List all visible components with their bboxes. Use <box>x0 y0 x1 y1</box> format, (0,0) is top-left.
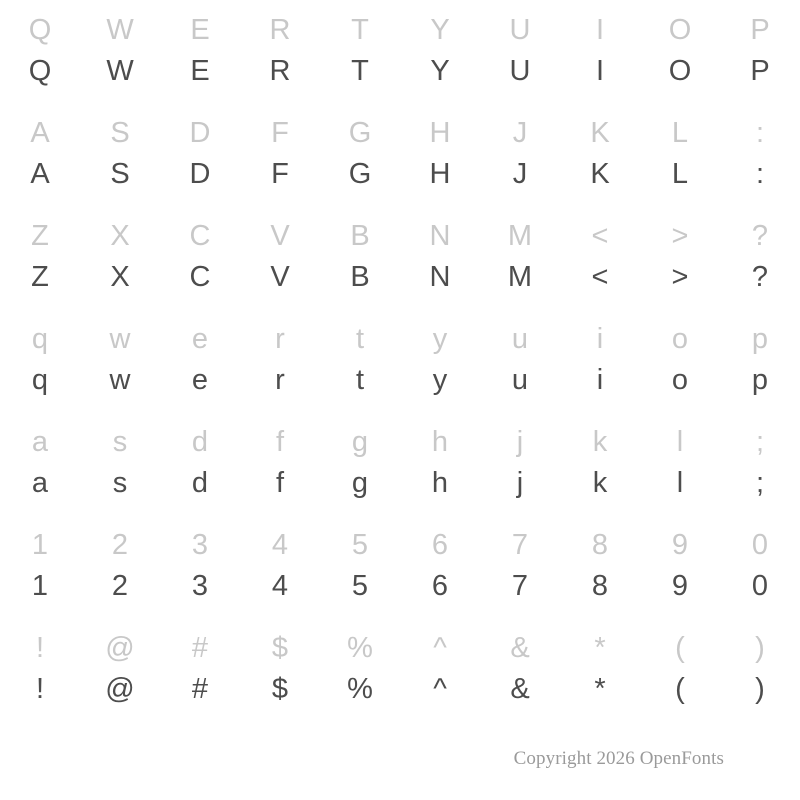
glyph-cell: ? <box>751 220 769 253</box>
glyph-cell: o <box>671 323 689 355</box>
glyph-cell: D <box>189 158 211 191</box>
glyph-cell: w <box>109 323 131 355</box>
glyph-cell: h <box>431 425 449 458</box>
glyph-cell: A <box>30 158 50 191</box>
glyph-cell: T <box>351 14 369 47</box>
glyph-cell: O <box>668 14 692 47</box>
glyph-cell: i <box>596 364 604 396</box>
glyph-cell: 0 <box>751 569 769 602</box>
glyph-cell: L <box>671 117 689 150</box>
glyph-cell: G <box>348 117 372 150</box>
glyph-cell: 6 <box>431 569 449 602</box>
glyph-cell: $ <box>271 672 289 705</box>
glyph-cell: M <box>507 261 533 294</box>
glyph-cell: B <box>350 220 370 253</box>
glyph-cell: 2 <box>111 528 129 561</box>
glyph-cell: 1 <box>31 569 49 602</box>
glyph-cell: W <box>106 55 134 88</box>
glyph-cell: y <box>432 364 448 396</box>
glyph-cell: ) <box>755 631 765 664</box>
glyph-cell: k <box>592 466 608 499</box>
glyph-cell: A <box>30 117 50 150</box>
glyph-cell: R <box>269 55 291 88</box>
glyph-cell: < <box>591 220 609 253</box>
sample-row-light <box>0 16 800 56</box>
glyph-cell: L <box>671 158 689 191</box>
character-row-pair <box>0 0 800 103</box>
glyph-cell: > <box>671 261 689 294</box>
glyph-cell: t <box>355 323 365 355</box>
glyph-cell: H <box>429 117 451 150</box>
glyph-cell: r <box>275 364 285 396</box>
glyph-cell: E <box>190 14 210 47</box>
glyph-cell: e <box>191 364 209 396</box>
sample-row-light <box>0 425 800 468</box>
glyph-cell: ^ <box>433 672 447 705</box>
character-row-pair <box>0 411 800 514</box>
copyright-notice: Copyright 2026 OpenFonts <box>513 748 724 769</box>
glyph-cell: ( <box>675 672 685 705</box>
glyph-cell: K <box>590 158 610 191</box>
glyph-cell: ; <box>755 425 765 458</box>
glyph-cell: ( <box>675 631 685 664</box>
glyph-cell: H <box>429 158 451 191</box>
glyph-cell: : <box>755 117 765 150</box>
glyph-cell: w <box>109 364 131 396</box>
sample-row-light <box>0 325 800 365</box>
glyph-cell: Y <box>430 14 450 47</box>
glyph-cell: p <box>751 364 769 396</box>
glyph-cell: 6 <box>431 528 449 561</box>
glyph-cell: y <box>432 323 448 355</box>
sample-row-dark <box>0 365 800 395</box>
glyph-cell: N <box>429 220 451 253</box>
glyph-cell: # <box>191 672 209 705</box>
glyph-cell: 9 <box>671 569 689 602</box>
glyph-cell: 8 <box>591 528 609 561</box>
glyph-cell: g <box>351 466 369 499</box>
glyph-cell: j <box>516 466 524 499</box>
glyph-cell: 3 <box>191 528 209 561</box>
glyph-cell: d <box>191 425 209 458</box>
glyph-cell: 4 <box>271 569 289 602</box>
glyph-cell: # <box>191 631 209 664</box>
glyph-cell: i <box>596 323 604 355</box>
glyph-cell: a <box>31 425 49 458</box>
glyph-cell: I <box>595 55 605 88</box>
glyph-cell: l <box>676 466 684 499</box>
glyph-cell: * <box>594 631 606 664</box>
glyph-cell: Y <box>430 55 450 88</box>
glyph-cell: g <box>351 425 369 458</box>
glyph-cell: h <box>431 466 449 499</box>
glyph-cell: % <box>347 631 373 664</box>
glyph-cell: s <box>112 425 128 458</box>
glyph-cell: B <box>350 261 370 294</box>
glyph-cell: U <box>509 14 531 47</box>
glyph-cell: 7 <box>511 569 529 602</box>
glyph-cell: ) <box>755 672 765 705</box>
sample-row-light <box>0 222 800 262</box>
glyph-cell: ? <box>751 261 769 294</box>
glyph-cell: s <box>112 466 128 499</box>
glyph-cell: % <box>347 672 373 705</box>
glyph-cell: ! <box>35 631 45 664</box>
sample-row-dark <box>0 159 800 189</box>
glyph-cell: f <box>275 466 285 499</box>
sample-row-dark <box>0 674 800 704</box>
glyph-cell: & <box>510 672 530 705</box>
glyph-cell: X <box>110 261 130 294</box>
glyph-cell: S <box>110 117 130 150</box>
glyph-cell: f <box>275 425 285 458</box>
glyph-cell: Z <box>31 261 49 294</box>
glyph-cell: 3 <box>191 569 209 602</box>
glyph-cell: o <box>671 364 689 396</box>
character-row-pair <box>0 617 800 720</box>
glyph-cell: U <box>509 55 531 88</box>
character-row-pair <box>0 206 800 309</box>
glyph-cell: 1 <box>31 528 49 561</box>
glyph-cell: W <box>106 14 134 47</box>
glyph-cell: I <box>595 14 605 47</box>
glyph-cell: D <box>189 117 211 150</box>
character-row-pair <box>0 514 800 617</box>
glyph-cell: C <box>189 220 211 253</box>
glyph-cell: F <box>271 117 289 150</box>
glyph-cell: u <box>511 364 529 396</box>
glyph-cell: 4 <box>271 528 289 561</box>
glyph-cell: l <box>676 425 684 458</box>
glyph-cell: R <box>269 14 291 47</box>
character-row-pair <box>0 309 800 412</box>
glyph-cell: k <box>592 425 608 458</box>
sample-row-light <box>0 528 800 571</box>
glyph-cell: 2 <box>111 569 129 602</box>
glyph-cell: G <box>348 158 372 191</box>
glyph-cell: ! <box>35 672 45 705</box>
character-row-pair <box>0 103 800 206</box>
sample-row-dark <box>0 468 800 498</box>
glyph-cell: Q <box>28 55 52 88</box>
glyph-cell: 8 <box>591 569 609 602</box>
sample-row-light <box>0 631 800 674</box>
sample-row-dark <box>0 56 800 86</box>
glyph-cell: S <box>110 158 130 191</box>
glyph-cell: p <box>751 323 769 355</box>
glyph-cell: C <box>189 261 211 294</box>
glyph-cell: > <box>671 220 689 253</box>
glyph-cell: r <box>275 323 285 355</box>
glyph-cell: J <box>512 117 528 150</box>
sample-row-light <box>0 119 800 159</box>
glyph-cell: Q <box>28 14 52 47</box>
glyph-cell: M <box>507 220 533 253</box>
glyph-cell: e <box>191 323 209 355</box>
glyph-cell: T <box>351 55 369 88</box>
glyph-cell: J <box>512 158 528 191</box>
sample-row-dark <box>0 571 800 601</box>
glyph-cell: d <box>191 466 209 499</box>
glyph-cell: 5 <box>351 569 369 602</box>
glyph-cell: @ <box>105 631 135 664</box>
glyph-cell: F <box>271 158 289 191</box>
glyph-cell: & <box>510 631 530 664</box>
glyph-cell: N <box>429 261 451 294</box>
glyph-cell: @ <box>105 672 135 705</box>
glyph-cell: K <box>590 117 610 150</box>
glyph-cell: j <box>516 425 524 458</box>
glyph-cell: O <box>668 55 692 88</box>
glyph-cell: q <box>31 364 49 396</box>
glyph-cell: 7 <box>511 528 529 561</box>
glyph-cell: ^ <box>433 631 447 664</box>
glyph-cell: t <box>355 364 365 396</box>
glyph-cell: a <box>31 466 49 499</box>
glyph-cell: ; <box>755 466 765 499</box>
glyph-cell: X <box>110 220 130 253</box>
glyph-cell: P <box>750 14 770 47</box>
glyph-cell: $ <box>271 631 289 664</box>
glyph-cell: < <box>591 261 609 294</box>
glyph-cell: 5 <box>351 528 369 561</box>
glyph-cell: * <box>594 672 606 705</box>
glyph-cell: q <box>31 323 49 355</box>
glyph-cell: P <box>750 55 770 88</box>
glyph-cell: V <box>270 261 290 294</box>
glyph-cell: : <box>755 158 765 191</box>
glyph-cell: 0 <box>751 528 769 561</box>
glyph-cell: Z <box>31 220 49 253</box>
glyph-cell: V <box>270 220 290 253</box>
sample-row-dark <box>0 262 800 292</box>
glyph-cell: 9 <box>671 528 689 561</box>
glyph-cell: E <box>190 55 210 88</box>
glyph-cell: u <box>511 323 529 355</box>
